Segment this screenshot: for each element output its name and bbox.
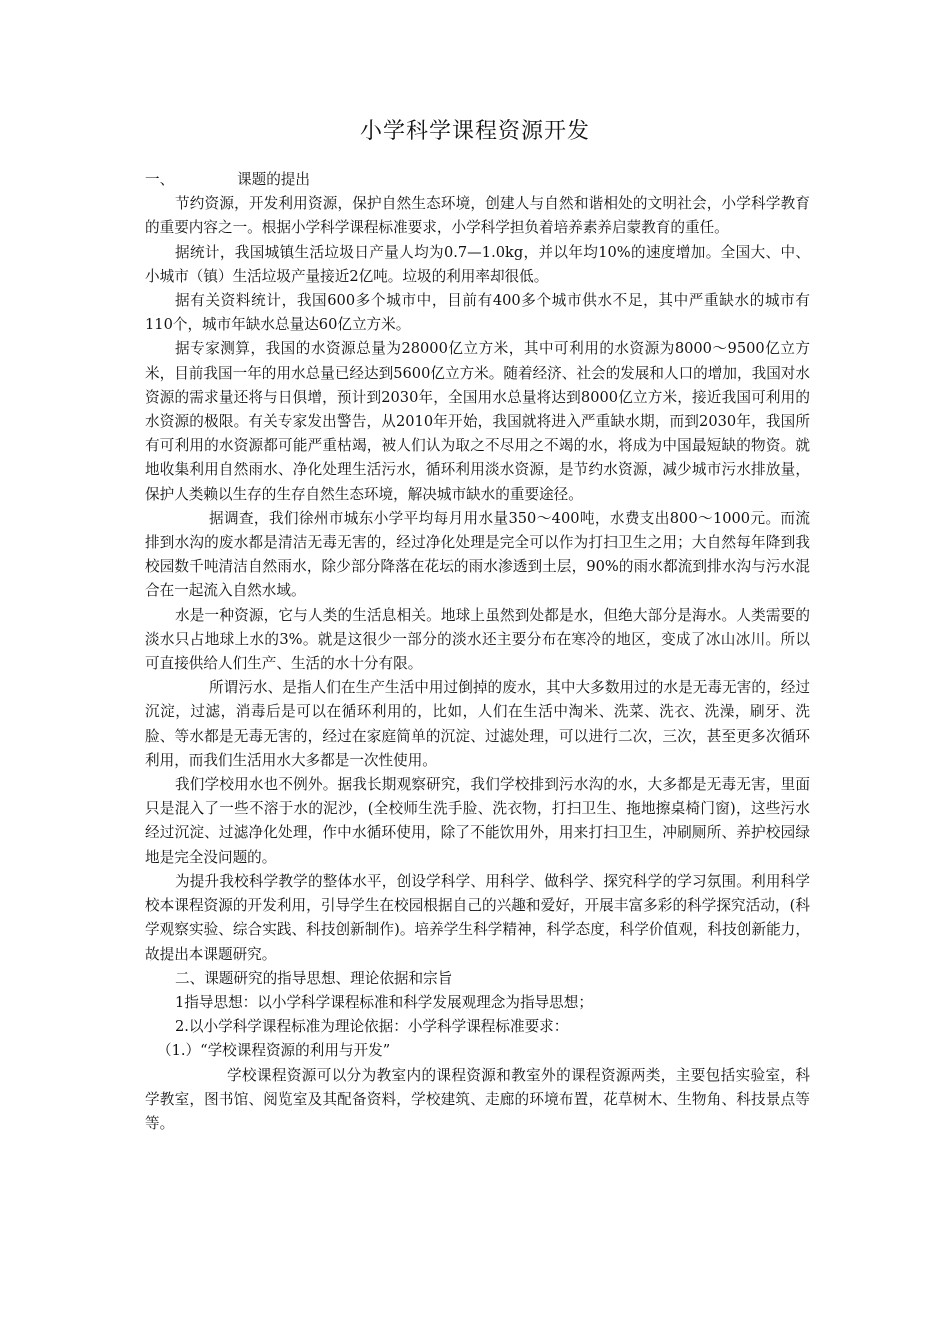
paragraph: 水是一种资源，它与人类的生活息相关。地球上虽然到处都是水，但绝大部分是海水。人类需要的淡水只占地球上水的3%。就是这很少一部分的淡水还主要分布在寒冷的地区，变成了冰山冰川。所以可直接供给人们生产、生活的水十分有限。 — [145, 606, 810, 673]
paragraph: 我们学校用水也不例外。据我长期观察研究，我们学校排到污水沟的水，大多都是无毒无害，里面只是混入了一些不溶于水的泥沙，(全校师生洗手脸、洗衣物，打扫卫生、拖地擦桌椅门窗)，这些污水经过沉淀、过滤净化处理，作中水循环使用，除了不能饮用外，用来打扫卫生，冲刷厕所、养护校园绿地是完全没问题的。 — [145, 776, 810, 866]
paragraph: 据统计，我国城镇生活垃圾日产量人均为0.7—1.0kg，并以年均10%的速度增加。全国大、中、小城市（镇）生活垃圾产量接近2亿吨。垃圾的利用率却很低。 — [145, 243, 810, 285]
paragraph: 据有关资料统计，我国600多个城市中，目前有400多个城市供水不足，其中严重缺水的城市有110个，城市年缺水总量达60亿立方米。 — [145, 292, 810, 334]
subheading: （1.）“学校课程资源的利用与开发” — [157, 1042, 391, 1060]
document-body — [145, 168, 810, 1136]
section-heading-2: 二、课题研究的指导思想、理论依据和宗旨 — [175, 969, 453, 987]
paragraph: 2.以小学科学课程标准为理论依据：小学科学课程标准要求： — [175, 1018, 569, 1036]
section-title: 课题的提出 — [237, 171, 310, 188]
paragraph: 学校课程资源可以分为教室内的课程资源和教室外的课程资源两类，主要包括实验室，科学教室，图书馆、阅览室及其配备资料，学校建筑、走廊的环境布置，花草树木、生物角、科技景点等等。 — [145, 1066, 810, 1132]
section-number: 一、 — [145, 171, 175, 188]
paragraph: 1指导思想：以小学科学课程标准和科学发展观理念为指导思想； — [175, 993, 593, 1011]
page-title: 小学科学课程资源开发 — [359, 119, 590, 144]
section-heading-1 — [145, 168, 810, 192]
paragraph: 据专家测算，我国的水资源总量为28000亿立方米，其中可利用的水资源为8000～9500亿立方米，目前我国一年的用水总量已经达到5600亿立方米。随着经济、社会的发展和人口的增加，我国对水资源的需求量还将与日俱增，预计到2030年，全国用水总量将达到8000亿立方米，接近我国可利用的水资源的极限。有关专家发出警告，从2010年开始，我国就将进入严重缺水期，而到2030年，我国所有可利用的水资源都可能严重枯竭，被人们认为取之不尽用之不竭的水，将成为中国最短缺的物资。就地收集利用自然雨水、净化处理生活污水，循环利用淡水资源，是节约水资源，减少城市污水排放量，保护人类赖以生存的生存自然生态环境，解决城市缺水的重要途径。 — [145, 340, 810, 503]
paragraph: 为提升我校科学教学的整体水平，创设学科学、用科学、做科学、探究科学的学习氛围。利用科学校本课程资源的开发利用，引导学生在校园根据自己的兴趣和爱好，开展丰富多彩的科学探究活动，(科学观察实验、综合实践、科技创新制作)。培养学生科学精神，科学态度，科学价值观，科技创新能力，故提出本课题研究。 — [145, 872, 810, 963]
paragraph: 所谓污水、是指人们在生产生活中用过倒掉的废水，其中大多数用过的水是无毒无害的，经过沉淀，过滤，消毒后是可以在循环利用的，比如，人们在生活中淘米、洗菜、洗衣、洗澡，刷牙、洗脸、等水都是无毒无害的，经过在家庭简单的沉淀、过滤处理，可以进行二次，三次，甚至更多次循环利用，而我们生活用水大多都是一次性使用。 — [145, 679, 810, 769]
paragraph: 节约资源，开发利用资源，保护自然生态环境，创建人与自然和谐相处的文明社会，小学科学教育的重要内容之一。根据小学科学课程标准要求，小学科学担负着培养素养启蒙教育的重任。 — [145, 195, 810, 237]
paragraph: 据调查，我们徐州市城东小学平均每月用水量350～400吨，水费支出800～1000元。而流排到水沟的废水都是清洁无毒无害的，经过净化处理是完全可以作为打扫卫生之用；大自然每年降到我校园数千吨清洁自然雨水，除少部分降落在花坛的雨水渗透到土层，90%的雨水都流到排水沟与污水混合在一起流入自然水域。 — [145, 509, 810, 600]
